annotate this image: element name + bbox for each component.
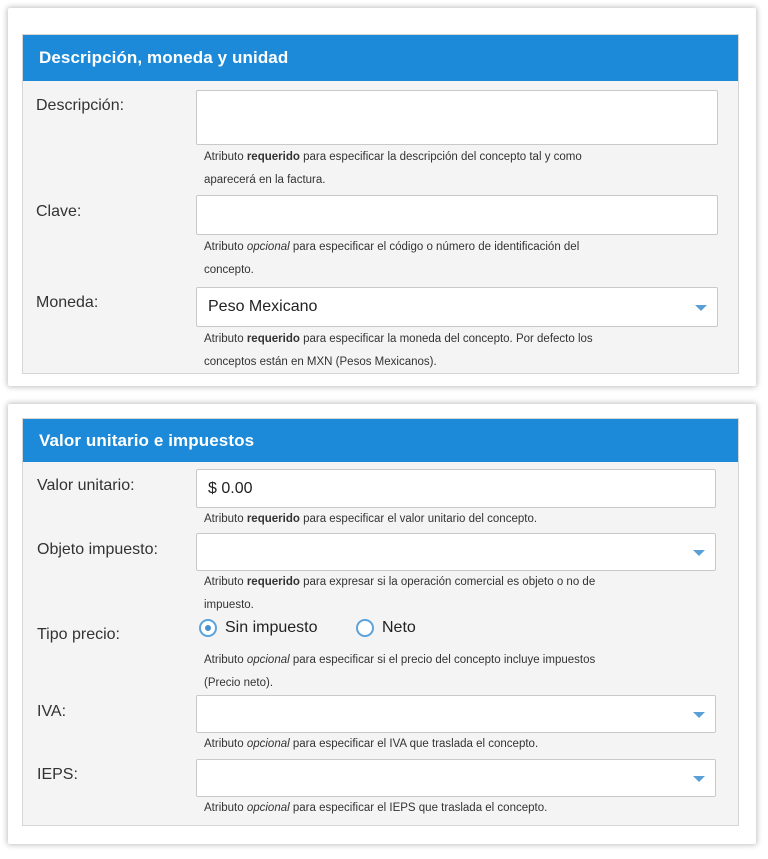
chevron-down-icon [695,305,707,311]
tipo-precio-help: Atributo opcional para especificar si el precio del concepto incluye impuestos (Precio neto). [204,654,596,689]
iva-help: Atributo opcional para especificar el IVA que traslada el concepto. [204,738,539,750]
section-title-descripcion: Descripción, moneda y unidad [23,35,738,81]
ieps-label: IEPS: [37,766,78,783]
valor-unitario-help: Atributo requerido para especificar el valor unitario del concepto. [204,513,538,525]
objeto-impuesto-help: Atributo requerido para expresar si la operación comercial es objeto o no de impuesto. [204,576,596,611]
clave-help: Atributo opcional para especificar el código o número de identificación del concepto. [204,241,580,276]
valor-unitario-label: Valor unitario: [37,477,135,494]
ieps-select[interactable] [196,759,716,797]
iva-select[interactable] [196,695,716,733]
chevron-down-icon [693,550,705,556]
radio-neto-label[interactable]: Neto [382,619,416,636]
radio-selected-dot [205,625,211,631]
moneda-value: Peso Mexicano [208,298,318,315]
chevron-down-icon [693,776,705,782]
objeto-impuesto-label: Objeto impuesto: [37,541,158,558]
radio-neto[interactable] [356,619,374,637]
objeto-impuesto-select[interactable] [196,533,716,571]
section-title-valor-unitario: Valor unitario e impuestos [23,419,738,462]
valor-unitario-input[interactable] [196,469,716,508]
descripcion-label: Descripción: [36,97,125,114]
moneda-select[interactable] [196,287,718,327]
panel-valor-unitario [22,418,739,826]
radio-sin-impuesto[interactable] [199,619,217,637]
chevron-down-icon [693,712,705,718]
radio-sin-impuesto-label[interactable]: Sin impuesto [225,619,318,636]
descripcion-help: Atributo requerido para especificar la descripción del concepto tal y como aparecerá en la factura. [204,151,582,186]
clave-input[interactable] [196,195,718,235]
descripcion-input[interactable] [196,90,718,145]
valor-unitario-value: $ 0.00 [208,479,253,497]
ieps-help: Atributo opcional para especificar el IEPS que traslada el concepto. [204,802,548,814]
moneda-label: Moneda: [36,294,99,311]
tipo-precio-label: Tipo precio: [37,626,120,643]
clave-label: Clave: [36,203,82,220]
moneda-help: Atributo requerido para especificar la moneda del concepto. Por defecto los conceptos están en MXN (Pesos Mexicanos). [204,333,593,368]
iva-label: IVA: [37,703,67,720]
panel-descripcion [22,34,739,374]
